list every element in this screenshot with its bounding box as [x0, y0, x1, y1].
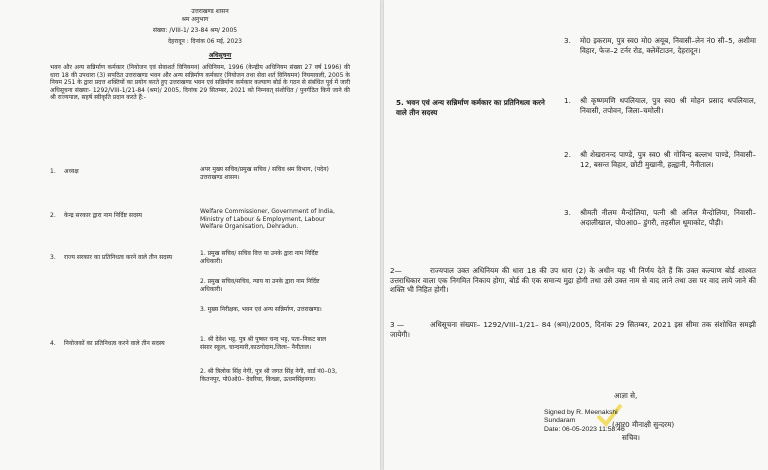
board-member: 2. प्रमुख सचिव/सचिव, न्याय या उनके द्वारा नाम निर्दिष्ट अधिकारी।	[200, 278, 320, 293]
header-government: उत्तराखण्ड शासन	[191, 8, 229, 15]
board-member: 2. श्री त्रिलोक सिंह नेगी, पुत्र श्री जगत सिंह नेगी, वार्ड नं0–03, कितनपुर, पो0ओ0– देवरिया, किच्छा, ऊधमसिंहनगर।	[200, 368, 338, 383]
header-department: श्रम अनुभाग	[181, 16, 209, 23]
board-row-role: केन्द्र सरकार द्वारा नाम निर्दिष्ट सदस्य	[64, 212, 142, 219]
board-member: अपर मुख्य सचिव/प्रमुख सचिव / सचिव श्रम विभाग, (पदेन) उत्तराखण्ड शासन।	[200, 166, 329, 181]
section-5-label: 5. भवन एवं अन्य सन्निर्माण कर्मकार का प्रतिनिधत्व करने वाले तीन सदस्य	[396, 98, 545, 117]
paragraph-3: अधिसूचना संख्याः– 1292/VIII–1/21– 84 (श्रम)/2005, दिनांक 29 सितम्बर, 2021 इस सीमा तक संशोधित समझी जायेगी।	[390, 320, 756, 339]
board-row-number: 2.	[50, 212, 56, 219]
signatory-name: (आर0 मीनाक्षी सुन्दरम)	[612, 420, 675, 429]
document-page-left	[0, 0, 380, 470]
member-number: 3.	[564, 208, 571, 217]
member-number: 2.	[564, 150, 571, 159]
member-number: 3.	[564, 36, 571, 45]
digital-signature-text: Signed by R. Meenakshi Sundaram Date: 06-05-2023 11:58:46	[544, 409, 625, 433]
paragraph-2-number: 2—	[390, 266, 402, 275]
board-member: 3. मुख्य निरीक्षक, भवन एवं अन्य सन्निर्माण, उत्तराखण्ड।	[200, 306, 322, 313]
member-entry: मो0 इकराम, पुत्र स्व0 मो0 अयूब, निवासी–लेन नं0 सी–5, अशीमा विहार, फेज–2 टर्नर रोड, क्लेमेंटाउन, देहरादून।	[580, 36, 756, 55]
paragraph-3-number: 3 —	[390, 320, 405, 329]
board-row-number: 3.	[50, 254, 56, 261]
board-row-number: 4.	[50, 340, 56, 347]
member-entry: श्री शेखरानन्द पाण्डे, पुत्र स्व0 श्री गोविन्द बल्लभ पाण्डे, निवासी–12, बसन्त विहार, छोटी मुखानी, हल्द्वानी, नैनीताल।	[580, 150, 756, 169]
intro-paragraph: भवन और अन्य सन्निर्माण कर्मकार (नियोजन एवं सेवाशर्त विनियमन) अधिनियम, 1996 (केन्द्रीय अधिनियम संख्या 27 वर्ष 1996) की धारा 18 की उपधारा (3) सपठित उत्तराखण्ड भवन और अन्य सन्निर्माण कर्मकार (नियोजन तथा सेवा शर्त विनियमन) नियमावली, 2005 के नियम 251 के द्वारा प्रदत्त शक्तियों का प्रयोग करते हुए उत्तराखण्ड भवन एवं सन्निर्माण कर्मकार कल्याण बोर्ड के गठन से संबंधित पूर्व में जारी अधिसूचना संख्याः- 1292/VIII-1/21-84 (श्रम)/ 2005, दिनांक 29 सितम्बर, 2021 को निम्नवत् संशोधित / पुनर्गठित किये जाने की श्री राज्यपाल, सहर्ष स्वीकृति प्रदान करते हैं:-	[50, 64, 350, 102]
header-date: देहरादून : दिनांक 06 मई, 2023	[167, 38, 243, 45]
board-member: 1. प्रमुख सचिव/ सचिव वित्त या उनके द्वारा नाम निर्दिष्ट अधिकारी।	[200, 250, 319, 265]
board-row-number: 1.	[50, 168, 56, 175]
member-number: 1.	[564, 96, 571, 105]
board-member: 1. श्री देवेश भट्ट, पुत्र श्री पुष्कर चन्द भट्ट, पता–निकट बाल संसार स्कूल, चान्दमारी,काठगोदाम,जिला– नैनीताल।	[200, 336, 327, 351]
document-page-right	[384, 0, 768, 470]
board-row-role: राज्य सरकार का प्रतिनिधत्व करने वाले तीन सदस्य	[64, 254, 173, 261]
member-entry: श्रीमती नीलम मैन्दोलिया, पत्नी श्री अनिल मैन्दोलिया, निवासी– अदालीखाल, पो0आ0– डुंगरी, तहसील थूमाकोट, पौड़ी।	[580, 208, 756, 227]
board-row-role: नियोजकों का प्रतिनिधत्व करने वाले तीन सदस्य	[64, 340, 165, 347]
signatory-designation: सचिव।	[622, 433, 641, 442]
board-member: Welfare Commissioner, Government of India, Ministry of Labour & Employment, Labour Welfare Organisation, Dehradun.	[200, 208, 335, 231]
paragraph-2: राज्यपाल उक्त अधिनियम की धारा 18 की उप धारा (2) के अधीन यह भी निर्णय देते हैं कि उक्त कल्याण बोर्ड शाश्वत उत्तराधिकार वाला एक निगमित निकाय होगा, बोर्ड की एक समान्य मुद्रा होगी तथा उसे उक्त नाम से वाद लाने तथा उस पर वाद लाये जाने की शक्ति भी निहित होगी।	[390, 266, 756, 295]
order-line: आज्ञा से,	[614, 391, 638, 400]
notification-title: अधिसूचना	[208, 52, 232, 59]
member-entry: श्री कृष्णमणि थपलियाल, पुत्र स्व0 श्री मोहन प्रसाद थपलियाल, निवासी, तपोवन, जिला–चमोली।	[580, 96, 756, 115]
header-reference-number: संख्या: /VIII-1/ 23-84 श्रम/ 2005	[152, 27, 238, 34]
board-row-role: अध्यक्ष	[64, 168, 79, 175]
